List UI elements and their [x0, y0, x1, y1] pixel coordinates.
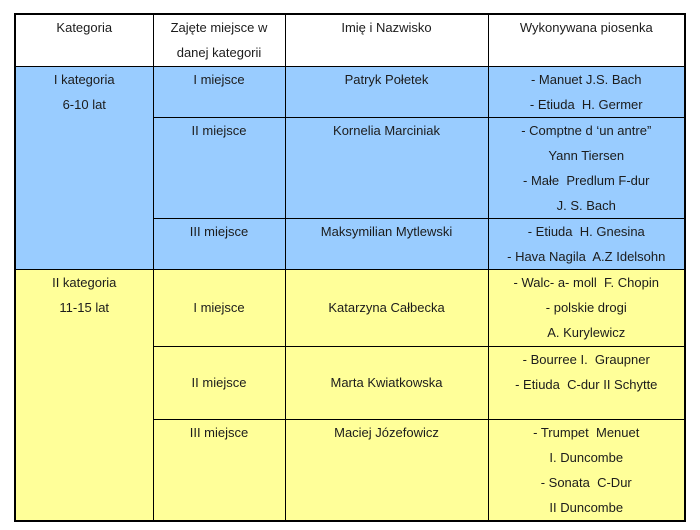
songs-cell — [488, 269, 685, 346]
song-line: - Trumpet Menuet — [533, 424, 640, 440]
table-row — [15, 66, 685, 117]
songs-cell — [488, 117, 685, 218]
name-cell: Katarzyna Całbecka — [285, 269, 488, 346]
place-cell: II miejsce — [153, 117, 285, 218]
category-age-range: 6-10 lat — [62, 96, 106, 112]
column-header-kategoria — [15, 14, 153, 66]
song-line: I. Duncombe — [549, 449, 624, 465]
header-row — [15, 14, 685, 66]
song-line: - polskie drogi — [545, 299, 627, 315]
song-line: - Etiuda C-dur II Schytte — [515, 376, 658, 392]
song-line: - Comptne d ‘un antre” — [521, 122, 652, 138]
song-line: Yann Tiersen — [548, 147, 625, 163]
song-line: II Duncombe — [549, 499, 624, 515]
name-cell: Maciej Józefowicz — [285, 419, 488, 521]
name-cell: Kornelia Marciniak — [285, 117, 488, 218]
place-cell: III miejsce — [153, 218, 285, 269]
place-cell: II miejsce — [153, 346, 285, 419]
results-table — [14, 13, 686, 522]
songs-cell — [488, 66, 685, 117]
header-label: Zajęte miejsce w — [170, 20, 268, 35]
column-header-imie-nazwisko — [285, 14, 488, 66]
header-label: Wykonywana piosenka — [519, 20, 653, 35]
category-1-cell — [15, 66, 153, 269]
song-line: J. S. Bach — [556, 197, 616, 213]
category-2-cell — [15, 269, 153, 521]
song-line: - Sonata C-Dur — [540, 474, 632, 490]
header-label: Kategoria — [56, 20, 113, 35]
song-line: - Etiuda H. Germer — [529, 96, 643, 112]
song-line: - Etiuda H. Gnesina — [527, 223, 645, 239]
song-line: - Bourree I. Graupner — [522, 351, 650, 367]
song-line: - Hava Nagila A.Z Idelsohn — [507, 248, 666, 264]
place-cell: I miejsce — [153, 269, 285, 346]
place-cell: I miejsce — [153, 66, 285, 117]
table-row — [15, 269, 685, 346]
column-header-zajete-miejsce — [153, 14, 285, 66]
name-cell: Marta Kwiatkowska — [285, 346, 488, 419]
songs-cell — [488, 346, 685, 419]
header-label: Imię i Nazwisko — [341, 20, 432, 35]
category-label: II kategoria — [52, 274, 117, 290]
category-label: I kategoria — [53, 71, 115, 87]
column-header-wykonywana-piosenka — [488, 14, 685, 66]
name-cell: Maksymilian Mytlewski — [285, 218, 488, 269]
song-line: - Manuet J.S. Bach — [530, 71, 642, 87]
song-line: - Małe Predlum F-dur — [523, 172, 650, 188]
songs-cell — [488, 419, 685, 521]
song-line: - Walc- a- moll F. Chopin — [513, 274, 659, 290]
songs-cell — [488, 218, 685, 269]
category-age-range: 11-15 lat — [59, 299, 110, 315]
song-line: A. Kurylewicz — [547, 324, 626, 340]
place-cell: III miejsce — [153, 419, 285, 521]
name-cell: Patryk Połetek — [285, 66, 488, 117]
header-label: danej kategorii — [176, 45, 262, 60]
